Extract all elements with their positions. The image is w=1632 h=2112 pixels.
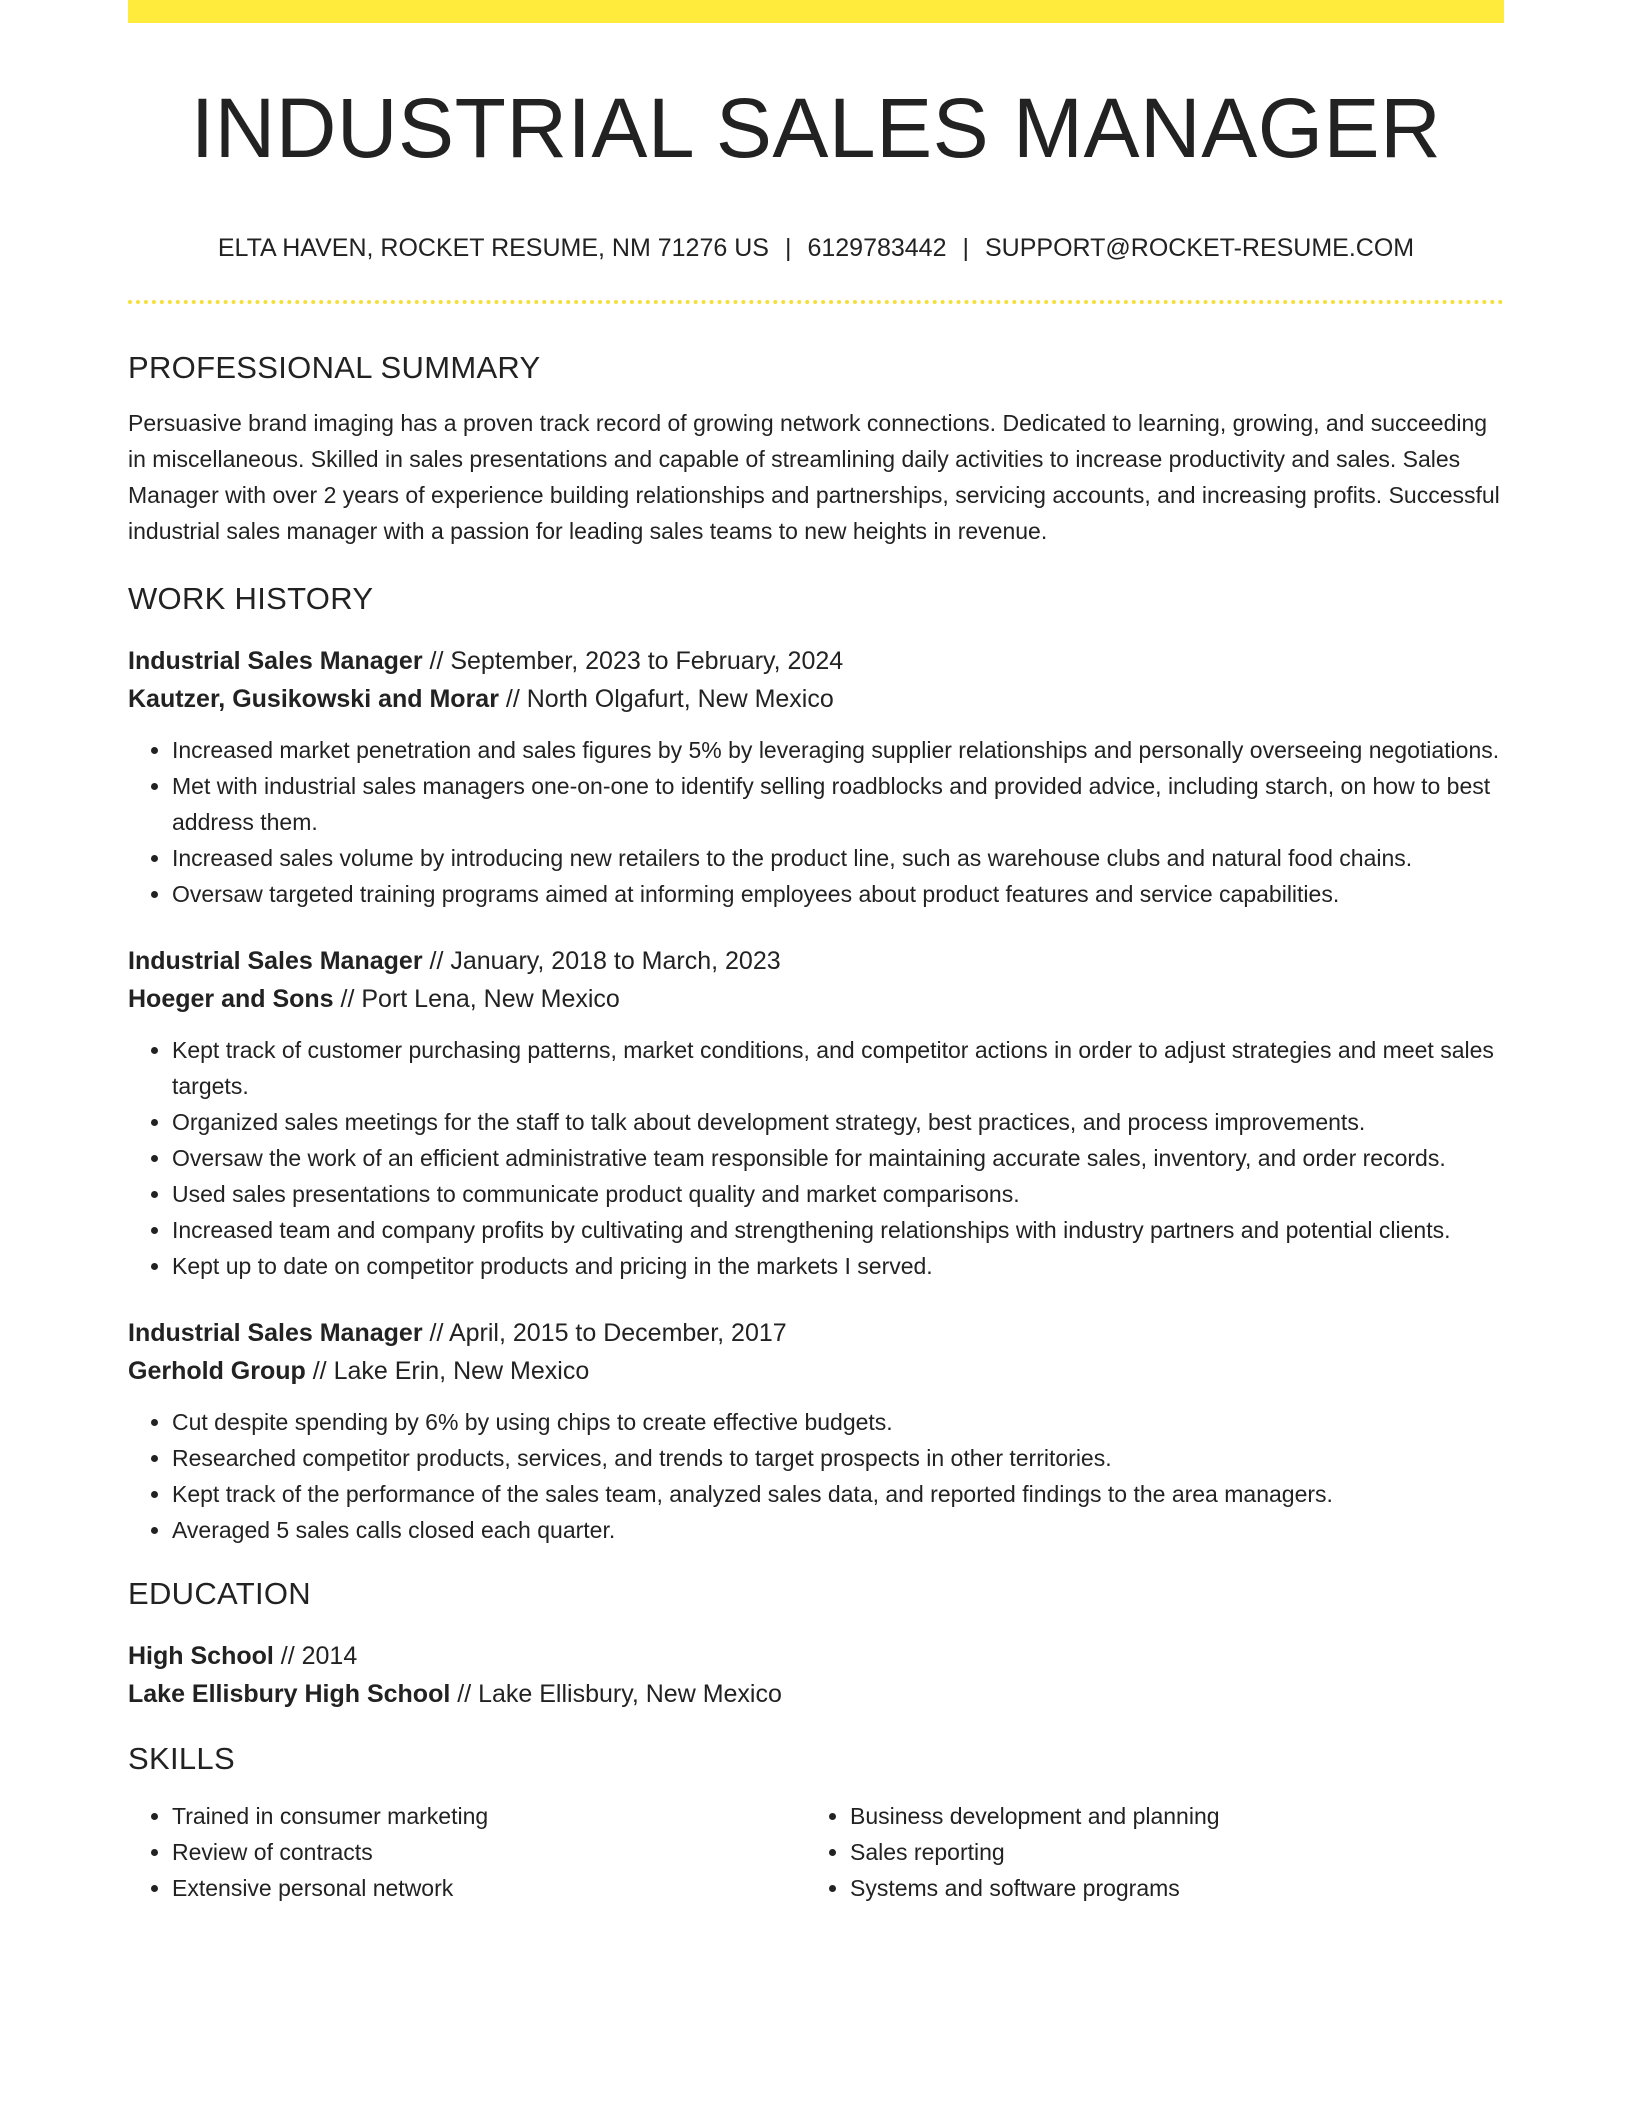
skill-item: • Review of contracts bbox=[172, 1834, 806, 1870]
education-school-line bbox=[128, 1675, 1504, 1713]
skill-item: • Business development and planning bbox=[850, 1798, 1484, 1834]
job-bullets bbox=[128, 732, 1504, 912]
job-company: Kautzer, Gusikowski and Morar bbox=[128, 685, 499, 713]
skills-grid bbox=[128, 1798, 1504, 1906]
skill-item: • Extensive personal network bbox=[172, 1870, 806, 1906]
skills-list bbox=[128, 1798, 806, 1906]
job-bullet: • Kept up to date on competitor products and pricing in the markets I served. bbox=[172, 1248, 1504, 1284]
education-year: // 2014 bbox=[273, 1642, 358, 1670]
job-company-line bbox=[128, 980, 1504, 1018]
contact-phone: 6129783442 bbox=[807, 234, 947, 262]
job-bullet: • Kept track of customer purchasing patterns, market conditions, and competitor actions in order to adjust strategies and meet sales targets. bbox=[172, 1032, 1504, 1104]
job-bullet: • Oversaw the work of an efficient administrative team responsible for maintaining accurate sales, inventory, and order records. bbox=[172, 1140, 1504, 1176]
skills-column-right bbox=[806, 1798, 1484, 1906]
job-company: Gerhold Group bbox=[128, 1357, 306, 1385]
contact-separator: | bbox=[962, 234, 969, 262]
job-bullet: • Cut despite spending by 6% by using chips to create effective budgets. bbox=[172, 1404, 1504, 1440]
job-location: // Port Lena, New Mexico bbox=[333, 985, 620, 1013]
job-bullet: • Oversaw targeted training programs aimed at informing employees about product features and service capabilities. bbox=[172, 876, 1504, 912]
job-dates: // January, 2018 to March, 2023 bbox=[422, 947, 781, 975]
education-heading: EDUCATION bbox=[128, 1576, 311, 1611]
job-bullet: • Organized sales meetings for the staff to talk about development strategy, best practices, and process improvements. bbox=[172, 1104, 1504, 1140]
job-title-line bbox=[128, 1314, 1504, 1352]
job-bullet: • Increased market penetration and sales figures by 5% by leveraging supplier relationships and personally overseeing negotiations. bbox=[172, 732, 1504, 768]
job-bullets bbox=[128, 1404, 1504, 1548]
job-title-line bbox=[128, 942, 1504, 980]
job-bullet: • Increased team and company profits by cultivating and strengthening relationships with industry partners and potential clients. bbox=[172, 1212, 1504, 1248]
contact-email: SUPPORT@ROCKET-RESUME.COM bbox=[985, 234, 1415, 262]
job-company-line bbox=[128, 680, 1504, 718]
job-dates: // April, 2015 to December, 2017 bbox=[422, 1319, 787, 1347]
skills-list bbox=[806, 1798, 1484, 1906]
job-bullet: • Increased sales volume by introducing new retailers to the product line, such as warehouse clubs and natural food chains. bbox=[172, 840, 1504, 876]
education-school: Lake Ellisbury High School bbox=[128, 1680, 451, 1708]
job-entry bbox=[128, 642, 1504, 912]
skills-column-left bbox=[128, 1798, 806, 1906]
job-location: // Lake Erin, New Mexico bbox=[305, 1357, 590, 1385]
job-bullet: • Researched competitor products, services, and trends to target prospects in other territories. bbox=[172, 1440, 1504, 1476]
job-title-line bbox=[128, 642, 1504, 680]
job-bullet: • Used sales presentations to communicate product quality and market comparisons. bbox=[172, 1176, 1504, 1212]
summary-heading: PROFESSIONAL SUMMARY bbox=[128, 350, 541, 385]
resume-title: INDUSTRIAL SALES MANAGER bbox=[190, 81, 1442, 175]
job-bullet: • Averaged 5 sales calls closed each quarter. bbox=[172, 1512, 1504, 1548]
job-company: Hoeger and Sons bbox=[128, 985, 334, 1013]
accent-top-bar bbox=[128, 0, 1504, 23]
job-bullet: • Kept track of the performance of the sales team, analyzed sales data, and reported findings to the area managers. bbox=[172, 1476, 1504, 1512]
summary-text: Persuasive brand imaging has a proven track record of growing network connections. Dedicated to learning, growing, and succeeding in miscellaneous. Skilled in sales presentations and capable of streamlining daily activities to increase productivity and sales. Sales Manager with over 2 years of experience building relationships and partnerships, servicing accounts, and increasing profits. Successful industrial sales manager with a passion for leading sales teams to new heights in revenue. bbox=[128, 410, 1500, 544]
job-entry bbox=[128, 1314, 1504, 1548]
job-bullets bbox=[128, 1032, 1504, 1284]
job-dates: // September, 2023 to February, 2024 bbox=[422, 647, 844, 675]
job-location: // North Olgafurt, New Mexico bbox=[498, 685, 834, 713]
job-company-line bbox=[128, 1352, 1504, 1390]
education-degree: High School bbox=[128, 1642, 274, 1670]
dotted-divider bbox=[128, 300, 1504, 304]
job-bullet: • Met with industrial sales managers one-on-one to identify selling roadblocks and provided advice, including starch, on how to best address them. bbox=[172, 768, 1504, 840]
education-location: // Lake Ellisbury, New Mexico bbox=[450, 1680, 782, 1708]
job-entry bbox=[128, 942, 1504, 1284]
education-degree-line bbox=[128, 1637, 1504, 1675]
skills-heading: SKILLS bbox=[128, 1741, 235, 1776]
contact-address: ELTA HAVEN, ROCKET RESUME, NM 71276 US bbox=[217, 234, 769, 262]
job-position: Industrial Sales Manager bbox=[128, 947, 423, 975]
skill-item: • Trained in consumer marketing bbox=[172, 1798, 806, 1834]
contact-separator: | bbox=[784, 234, 792, 262]
contact-line bbox=[128, 236, 1504, 261]
education-entry bbox=[128, 1637, 1504, 1713]
skill-item: • Sales reporting bbox=[850, 1834, 1484, 1870]
work-history-heading: WORK HISTORY bbox=[128, 581, 374, 616]
job-position: Industrial Sales Manager bbox=[128, 1319, 423, 1347]
skill-item: • Systems and software programs bbox=[850, 1870, 1484, 1906]
job-position: Industrial Sales Manager bbox=[128, 647, 423, 675]
resume-page bbox=[128, 0, 1504, 1906]
